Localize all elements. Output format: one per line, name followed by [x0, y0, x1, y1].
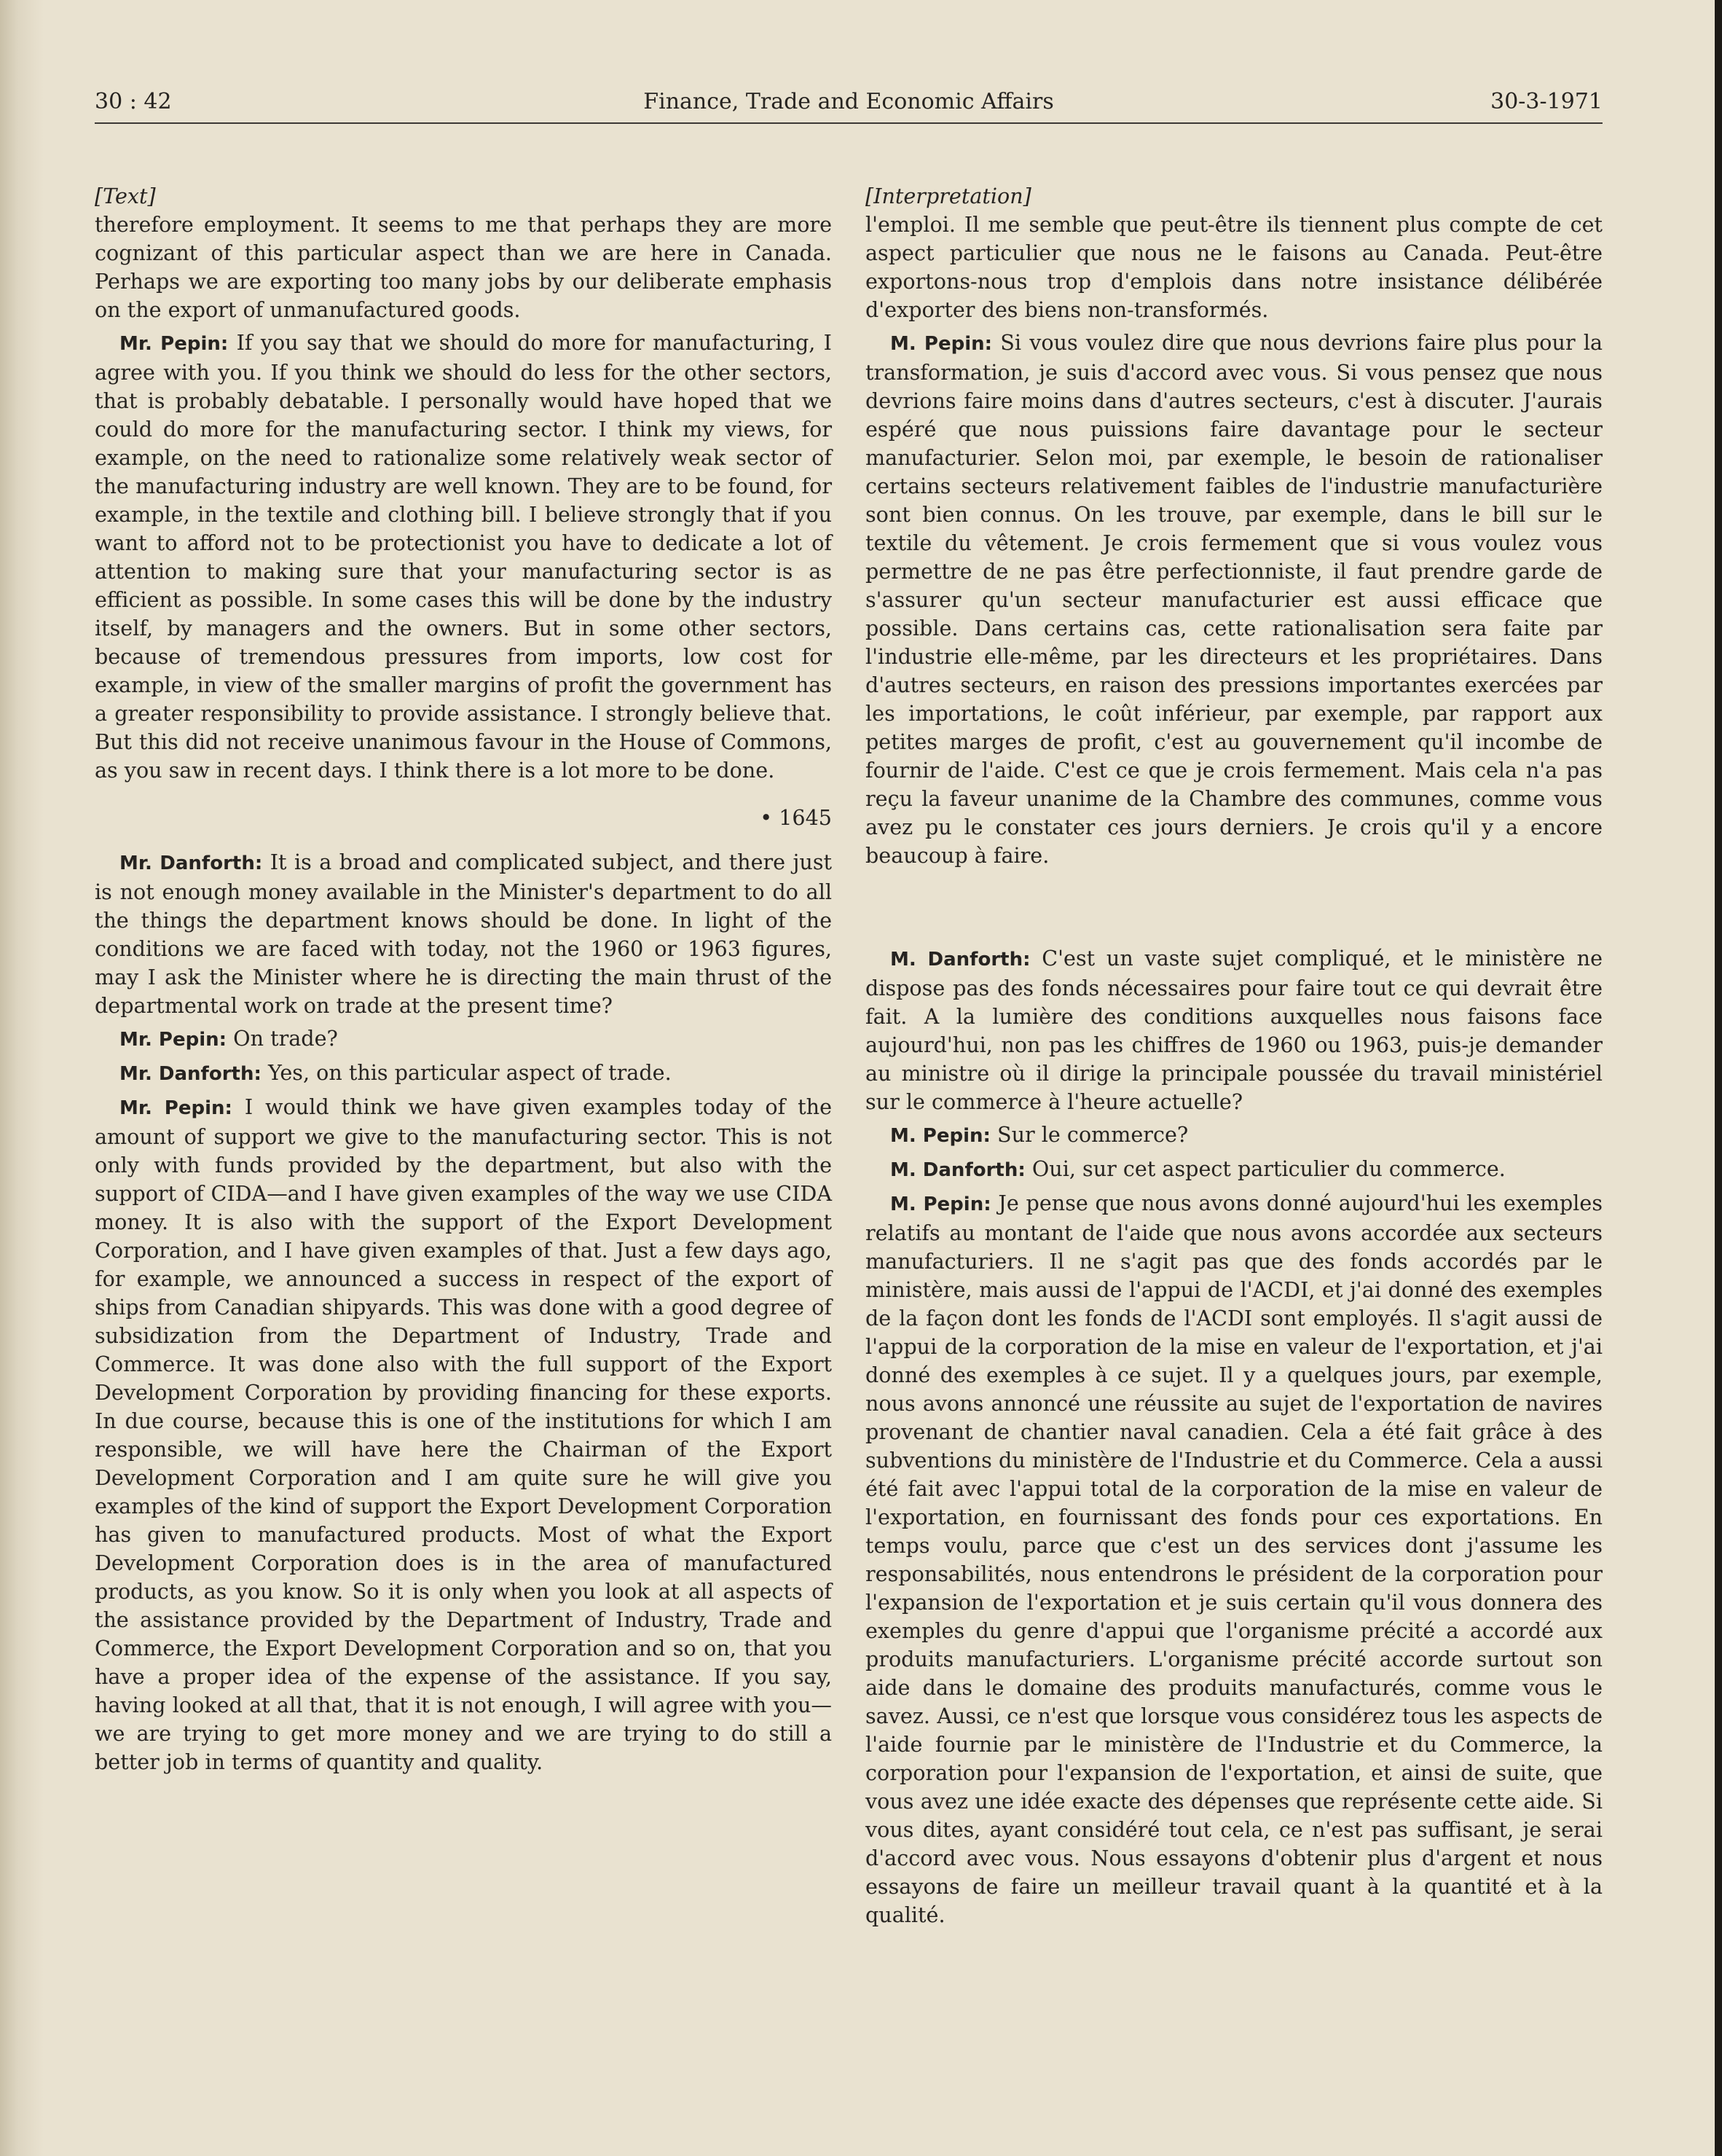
paragraph	[865, 1121, 1603, 1150]
paragraph	[865, 1155, 1603, 1185]
page-number: 30 : 42	[95, 89, 172, 114]
speech-text: C'est un vaste sujet compliqué, et le ministère ne dispose pas des fonds nécessaires pour faire tout ce qui devrait être fait. A la lumière des conditions auxquelles nous faisons face aujourd'hui, non pas les chiffres de 1960 ou 1963, puis-je demander au ministre où il dirige la principale poussée du travail ministériel sur le commerce à l'heure actuelle?	[865, 946, 1603, 1114]
speaker-name: M. Danforth:	[890, 949, 1031, 971]
speaker-name: M. Danforth:	[890, 1159, 1026, 1181]
english-column	[95, 182, 832, 1781]
speaker-name: M. Pepin:	[890, 333, 993, 355]
column-tag: [Text]	[95, 184, 156, 208]
paragraph	[95, 848, 832, 1020]
timestamp: • 1645	[760, 805, 832, 830]
speaker-name: Mr. Pepin:	[119, 333, 229, 355]
speech-text: I would think we have given examples today of the amount of support we give to the manufacturing sector. This is not only with funds provided by the department, but also with the support of CIDA—and I have given examples of the way we use CIDA money. It is also with the support of the Export Development Corporation, and I have given examples of that. Just a few days ago, for example, we announced a success in respect of the export of ships from Canadian shipyards. This was done with a good degree of subsidization from the Department of Industry, Trade and Commerce. It was done also with the full support of the Export Development Corporation by providing financing for these exports. In due course, because this is one of the institutions for which I am responsible, we will have here the Chairman of the Export Development Corporation and I am quite sure he will give you examples of the kind of support the Export Development Corporation has given to manufactured products. Most of what the Export Development Corporation does is in the area of manufactured products, as you know. So it is only when you look at all aspects of the assistance provided by the Department of Industry, Trade and Commerce, the Export Development Corporation and so on, that you have a proper idea of the expense of the assistance. If you say, having looked at all that, that it is not enough, I will agree with you—we are trying to get more money and we are trying to do still a better job in terms of quantity and quality.	[95, 1094, 832, 1774]
running-header	[95, 87, 1603, 124]
speech-text: Je pense que nous avons donné aujourd'hui les exemples relatifs au montant de l'aide que nous avons accordée aux secteurs manufacturiers. Il ne s'agit pas que des fonds accordés par le ministère, mais aussi de l'appui de l'ACDI, et j'ai donné des exemples de la façon dont les fonds de l'ACDI sont employés. Il s'agit aussi de l'appui de la corporation de la mise en valeur de l'exportation, et j'ai donné des exemples à ce sujet. Il y a quelques jours, par exemple, nous avons annoncé une réussite au sujet de l'exportation de navires provenant de chantier naval canadien. Cela a été fait grâce à des subventions du ministère de l'Industrie et du Commerce. Cela a aussi été fait avec l'appui total de la corporation de la mise en valeur de l'exportation, en fournissant des fonds pour ces exportations. En temps voulu, parce que c'est un des services dont j'assume les responsabilités, nous entendrons le président de la corporation pour l'expansion de l'exportation et je suis certain qu'il vous donnera des exemples du genre d'appui que l'organisme précité a accordé aux produits manufacturiers. L'organisme précité accorde surtout son aide dans le domaine des produits manufacturés, comme vous le savez. Aussi, ce n'est que lorsque vous considérez tous les aspects de l'aide fournie par le ministère de l'Industrie et du Commerce, la corporation pour l'expansion de l'exportation, et ainsi de suite, que vous avez une idée exacte des dépenses que représente cette aide. Si vous dites, ayant considéré tout cela, ce n'est pas suffisant, je serai d'accord avec vous. Nous essayons d'obtenir plus d'argent et nous essayons de faire un meilleur travail quant à la quantité et à la qualité.	[865, 1191, 1603, 1927]
paragraph	[95, 1024, 832, 1054]
speaker-name: M. Pepin:	[890, 1193, 991, 1215]
french-column	[865, 182, 1603, 1934]
paragraph	[865, 1189, 1603, 1929]
speech-text: Oui, sur cet aspect particulier du commerce.	[1025, 1156, 1506, 1181]
paragraph	[95, 1059, 832, 1089]
speech-text: On trade?	[227, 1026, 338, 1051]
column-tag: [Interpretation]	[865, 184, 1031, 208]
paragraph: l'emploi. Il me semble que peut-être ils tiennent plus compte de cet aspect particulier que nous ne le faisons au Canada. Peut-être exportons-nous trop d'emplois dans notre insistance délibérée d'exporter des biens non-transformés.	[865, 212, 1603, 322]
paragraph: therefore employment. It seems to me that perhaps they are more cognizant of this particular aspect than we are here in Canada. Perhaps we are exporting too many jobs by our deliberate emphasis on the export of unmanufactured goods.	[95, 212, 832, 322]
publication-title: Finance, Trade and Economic Affairs	[643, 89, 1054, 114]
page-edge	[1715, 0, 1722, 2156]
speaker-name: Mr. Pepin:	[119, 1097, 232, 1119]
paragraph	[865, 329, 1603, 870]
speaker-name: Mr. Danforth:	[119, 852, 263, 874]
speaker-name: Mr. Danforth:	[119, 1063, 262, 1085]
speech-text: If you say that we should do more for manufacturing, I agree with you. If you think we should do less for the other sectors, that is probably debatable. I personally would have hoped that we could do more for the manufacturing sector. I think my views, for example, on the need to rationalize some relatively weak sector of the manufacturing industry are well known. They are to be found, for example, in the textile and clothing bill. I believe strongly that if you want to afford not to be protectionist you have to dedicate a lot of attention to making sure that your manufacturing sector is as efficient as possible. In some cases this will be done by the industry itself, by managers and the owners. But in some other sectors, because of tremendous pressures from imports, low cost for example, in view of the smaller margins of profit the government has a greater responsibility to provide assistance. I strongly believe that. But this did not receive unanimous favour in the House of Commons, as you saw in recent days. I think there is a lot more to be done.	[95, 330, 832, 783]
header-date: 30-3-1971	[1490, 89, 1603, 114]
book-binding-shadow	[0, 0, 44, 2156]
paragraph	[865, 944, 1603, 1116]
speech-text: It is a broad and complicated subject, and there just is not enough money available in the Minister's department to do all the things the department knows should be done. In light of the conditions we are faced with today, not the 1960 or 1963 figures, may I ask the Minister where he is directing the main thrust of the departmental work on trade at the present time?	[95, 850, 832, 1018]
speaker-name: Mr. Pepin:	[119, 1029, 227, 1051]
paragraph	[95, 1093, 832, 1776]
speech-text: Si vous voulez dire que nous devrions faire plus pour la transformation, je suis d'accord avec vous. Si vous pensez que nous devrions faire moins dans d'autres secteurs, c'est à discuter. J'aurais espéré que nous puissions faire davantage pour le secteur manufacturier. Selon moi, par exemple, le besoin de rationaliser certains secteurs relativement faibles de l'industrie manufacturière sont bien connus. On les trouve, par exemple, dans le bill sur le textile du vêtement. Je crois fermement que si vous voulez vous permettre de ne pas être perfectionniste, il faut prendre garde de s'assurer qu'un secteur manufacturier est aussi efficace que possible. Dans certains cas, cette rationalisation sera faite par l'industrie elle-même, par les directeurs et les propriétaires. Dans d'autres secteurs, en raison des pressions importantes exercées par les importations, le coût inférieur, par exemple, par rapport aux petites marges de profit, c'est au gouvernement qu'il incombe de fournir de l'aide. C'est ce que je crois fermement. Mais cela n'a pas reçu la faveur unanime de la Chambre des communes, comme vous avez pu le constater ces jours derniers. Je crois qu'il y a encore beaucoup à faire.	[865, 330, 1603, 868]
paragraph	[95, 329, 832, 785]
speaker-name: M. Pepin:	[890, 1125, 991, 1147]
speech-text: Sur le commerce?	[990, 1122, 1189, 1147]
column-gap	[865, 874, 1603, 944]
document-page	[95, 79, 1603, 2119]
speech-text: Yes, on this particular aspect of trade.	[261, 1060, 672, 1085]
